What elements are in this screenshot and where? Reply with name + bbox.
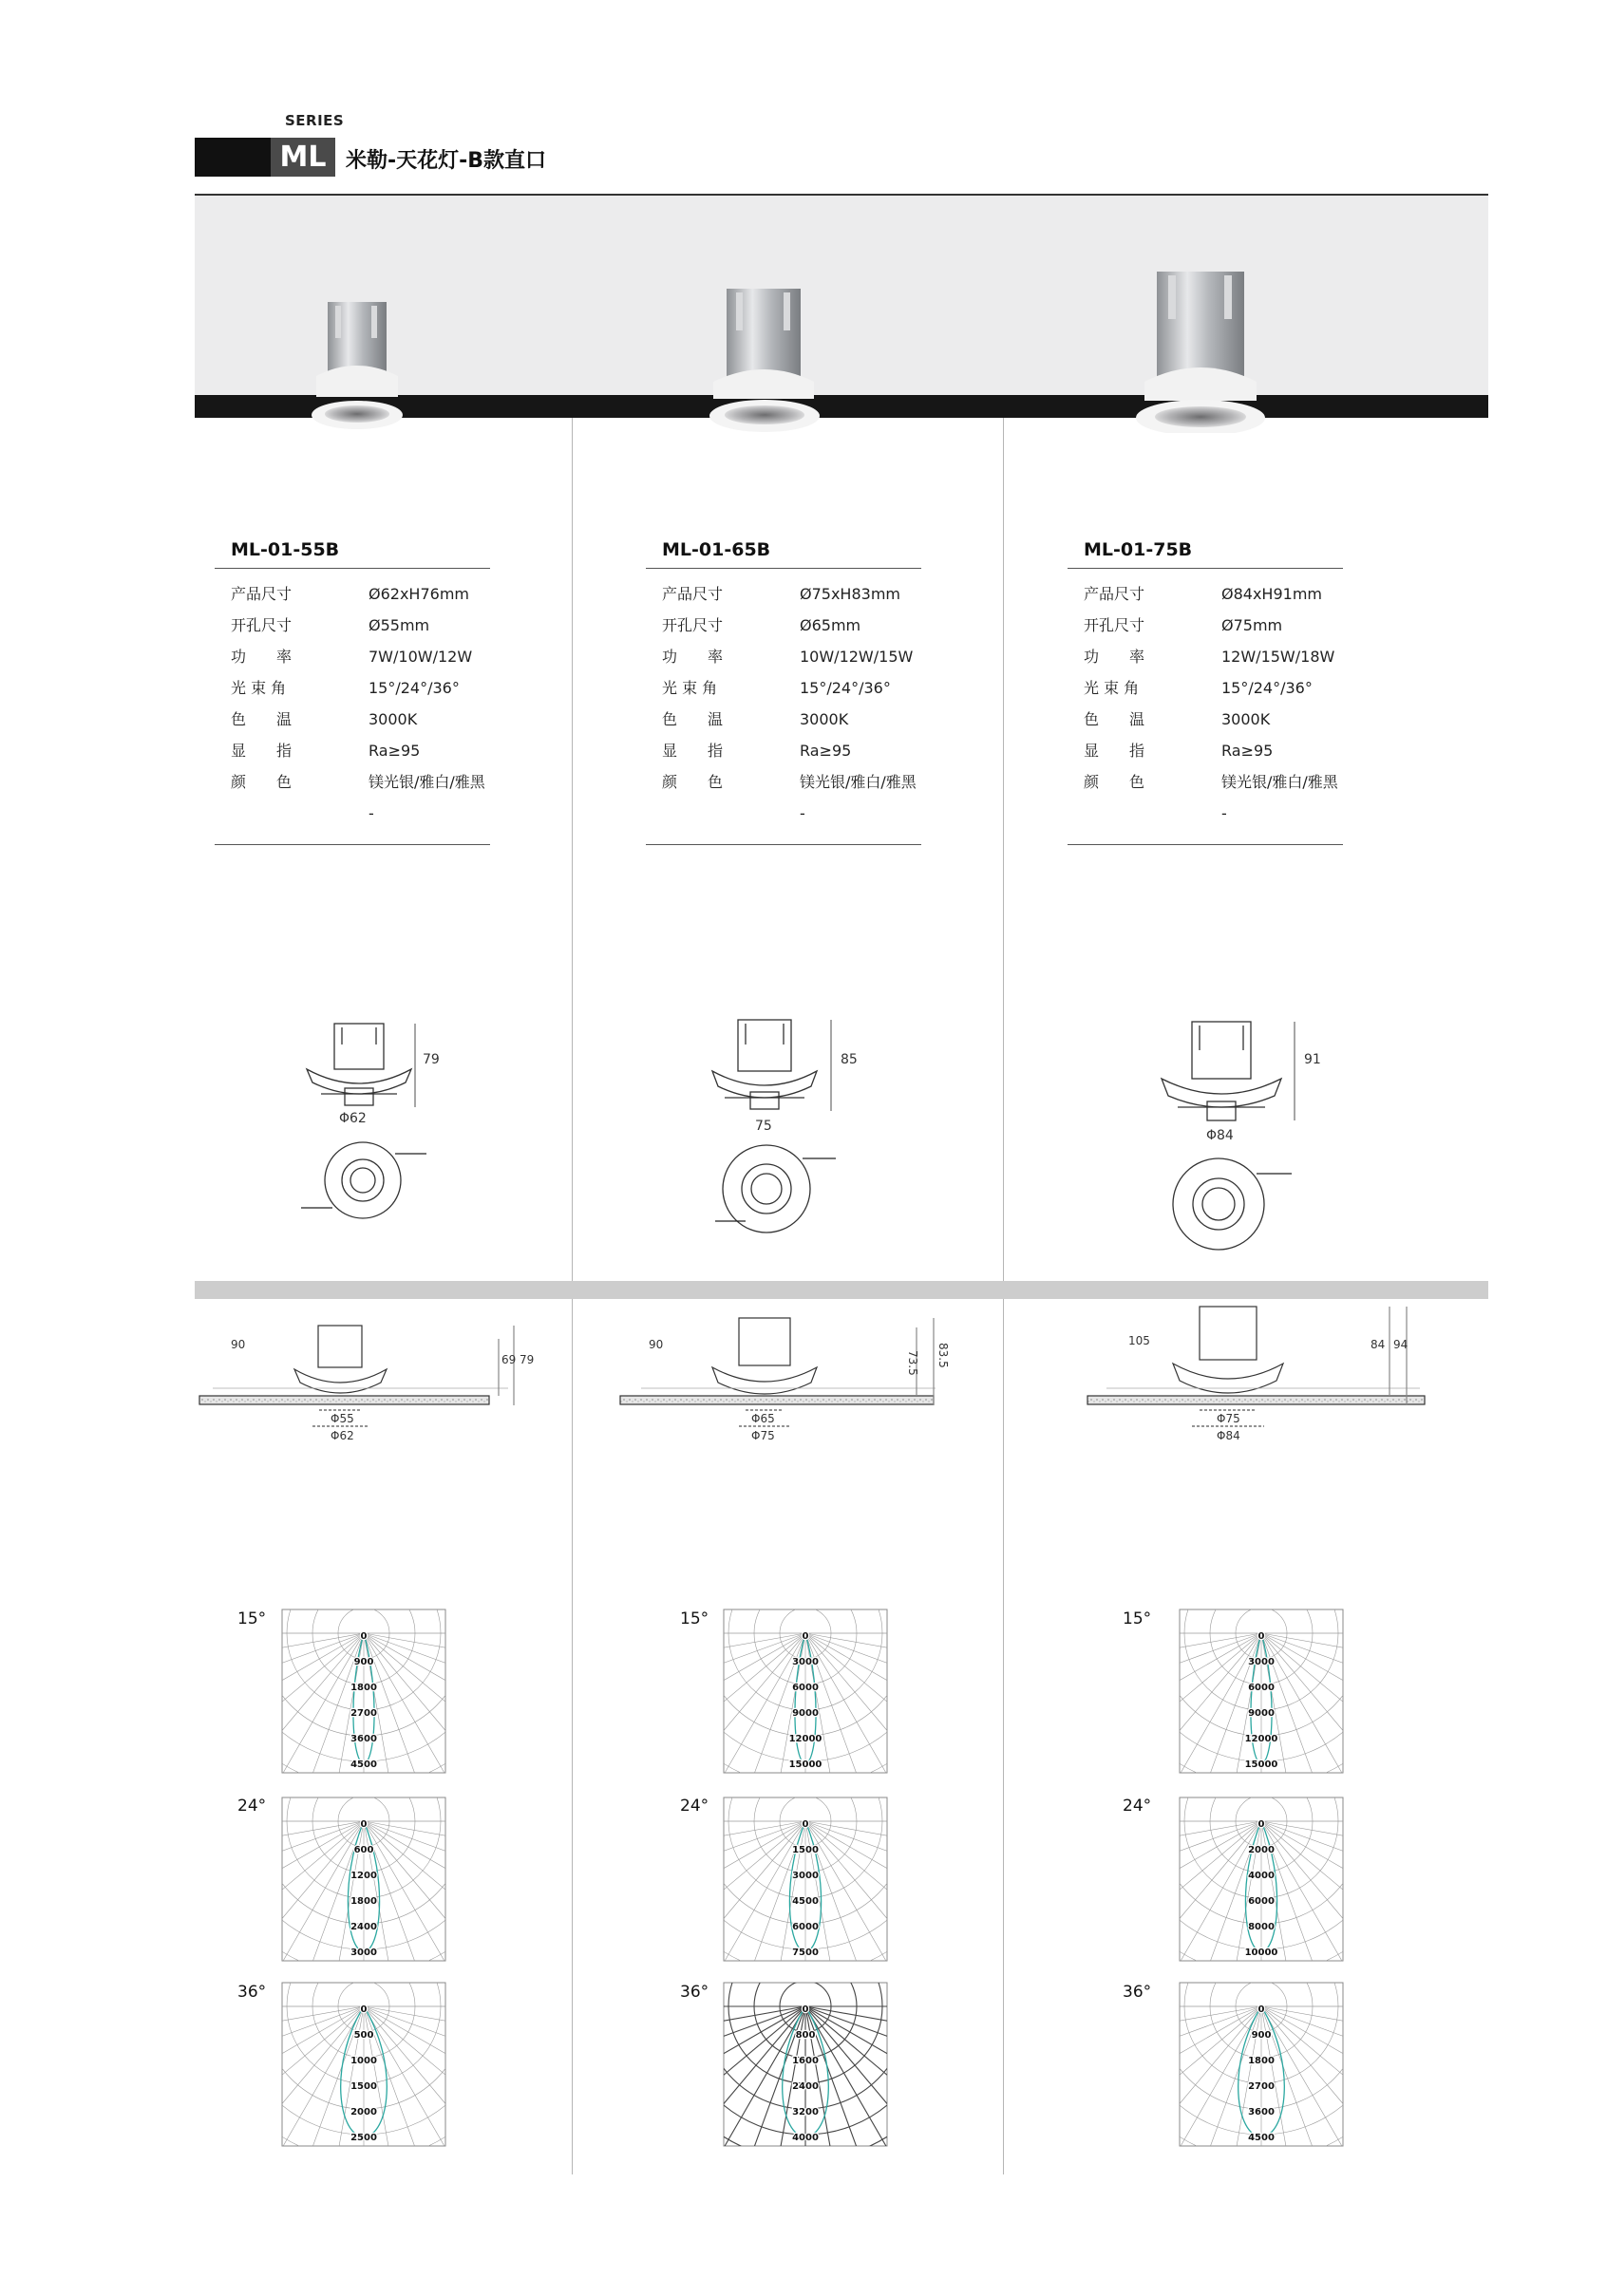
spec-value: 镁光银/雅白/雅黑 (800, 773, 917, 791)
polar-tick-label: 2000 (350, 2107, 377, 2117)
polar-tick-label: 6000 (1248, 1683, 1275, 1693)
install-cut-diameter: Φ65 (751, 1412, 775, 1425)
beam-label: 24° (1123, 1797, 1152, 1816)
polar-tick-label: 12000 (1244, 1734, 1278, 1744)
spec-value: Ø75mm (1221, 616, 1283, 634)
dim-diameter: 75 (755, 1119, 772, 1134)
beam-label: 24° (237, 1797, 267, 1816)
model-name: ML-01-55B (231, 539, 340, 560)
spec-key: 光 束 角 (1084, 679, 1140, 697)
spec-value: Ra≥95 (800, 742, 852, 760)
model-name: ML-01-75B (1084, 539, 1193, 560)
spec-value: - (800, 804, 805, 822)
polar-tick-label: 0 (802, 1631, 809, 1642)
spec-key: 功 率 (1084, 648, 1145, 666)
spec-key: 开孔尺寸 (1084, 616, 1145, 634)
spec-key: 颜 色 (662, 773, 724, 791)
install-cut-diameter: Φ55 (331, 1412, 354, 1425)
dim-diameter: Φ84 (1206, 1128, 1234, 1143)
beam-label: 36° (680, 1983, 709, 2002)
page-title: 米勒-天花灯-B款直口 (346, 149, 547, 173)
polar-tick-label: 3600 (1248, 2107, 1275, 2117)
polar-tick-label: 2000 (1248, 1845, 1275, 1855)
spec-key: 产品尺寸 (662, 585, 724, 603)
spec-key: 色 温 (1084, 710, 1145, 728)
polar-tick-label: 8000 (1248, 1922, 1275, 1932)
spec-key: 显 指 (662, 742, 724, 760)
polar-tick-label: 0 (1257, 2004, 1265, 2015)
polar-tick-label: 1200 (350, 1871, 377, 1881)
polar-tick-label: 3000 (792, 1657, 819, 1667)
install-left-height: 105 (1128, 1334, 1150, 1347)
spec-key: 色 温 (231, 710, 293, 728)
polar-tick-label: 900 (1251, 2030, 1272, 2041)
install-right-height: 94 (1393, 1338, 1408, 1351)
spec-key: 光 束 角 (662, 679, 718, 697)
spec-value: 15°/24°/36° (1221, 679, 1313, 697)
polar-tick-label: 4000 (792, 2133, 819, 2143)
polar-tick-label: 6000 (1248, 1896, 1275, 1907)
spec-value: 15°/24°/36° (800, 679, 891, 697)
polar-tick-label: 4500 (350, 1760, 377, 1770)
polar-tick-label: 0 (802, 1819, 809, 1830)
beam-label: 36° (1123, 1983, 1152, 2002)
polar-tick-label: 0 (360, 2004, 368, 2015)
polar-tick-label: 1500 (350, 2081, 377, 2092)
beam-label: 15° (1123, 1609, 1152, 1628)
polar-tick-label: 1800 (1248, 2056, 1275, 2066)
polar-tick-label: 2400 (792, 2081, 819, 2092)
install-left-height: 90 (231, 1338, 246, 1351)
header-ml-badge: ML (271, 138, 335, 177)
install-right-height: 73.5 (906, 1350, 919, 1376)
spec-value: Ø55mm (369, 616, 430, 634)
polar-tick-label: 1000 (350, 2056, 377, 2066)
polar-tick-label: 4500 (792, 1896, 819, 1907)
polar-tick-label: 9000 (792, 1708, 819, 1719)
install-outer-diameter: Φ75 (751, 1429, 775, 1442)
polar-tick-label: 4500 (1248, 2133, 1275, 2143)
series-label: SERIES (285, 112, 345, 129)
spec-key: 色 温 (662, 710, 724, 728)
install-cut-diameter: Φ75 (1217, 1412, 1240, 1425)
polar-tick-label: 2700 (1248, 2081, 1275, 2092)
polar-tick-label: 0 (802, 2004, 809, 2015)
dim-height: 85 (841, 1052, 858, 1067)
polar-tick-label: 10000 (1244, 1948, 1278, 1958)
spec-key: 开孔尺寸 (662, 616, 724, 634)
dim-height: 79 (423, 1052, 440, 1067)
polar-tick-label: 2500 (350, 2133, 377, 2143)
polar-tick-label: 2700 (350, 1708, 377, 1719)
spec-value: 3000K (800, 710, 849, 728)
spec-value: 12W/15W/18W (1221, 648, 1335, 666)
spec-value: 镁光银/雅白/雅黑 (369, 773, 485, 791)
beam-label: 15° (237, 1609, 267, 1628)
spec-value: 3000K (1221, 710, 1271, 728)
polar-tick-label: 900 (353, 1657, 374, 1667)
install-right-height: 84 (1371, 1338, 1386, 1351)
spec-key: 功 率 (231, 648, 293, 666)
spec-key: 开孔尺寸 (231, 616, 293, 634)
spec-value: Ra≥95 (369, 742, 421, 760)
beam-label: 36° (237, 1983, 267, 2002)
spec-value: Ø75xH83mm (800, 585, 900, 603)
spec-value: 7W/10W/12W (369, 648, 473, 666)
spec-value: Ø62xH76mm (369, 585, 469, 603)
polar-tick-label: 12000 (788, 1734, 822, 1744)
polar-tick-label: 4000 (1248, 1871, 1275, 1881)
beam-label: 15° (680, 1609, 709, 1628)
spec-key: 显 指 (231, 742, 293, 760)
spec-value: Ø84xH91mm (1221, 585, 1322, 603)
polar-tick-label: 1600 (792, 2056, 819, 2066)
spec-key: 光 束 角 (231, 679, 287, 697)
polar-tick-label: 3000 (350, 1948, 377, 1958)
install-outer-diameter: Φ62 (331, 1429, 354, 1442)
polar-tick-label: 15000 (788, 1760, 822, 1770)
spec-key: 颜 色 (1084, 773, 1145, 791)
polar-tick-label: 6000 (792, 1683, 819, 1693)
spec-value: 3000K (369, 710, 418, 728)
install-left-height: 90 (649, 1338, 664, 1351)
model-name: ML-01-65B (662, 539, 771, 560)
spec-key: 显 指 (1084, 742, 1145, 760)
polar-tick-label: 6000 (792, 1922, 819, 1932)
polar-tick-label: 3200 (792, 2107, 819, 2117)
spec-value: 10W/12W/15W (800, 648, 914, 666)
spec-value: - (369, 804, 374, 822)
spec-value: - (1221, 804, 1227, 822)
polar-tick-label: 3000 (792, 1871, 819, 1881)
polar-tick-label: 15000 (1244, 1760, 1278, 1770)
polar-tick-label: 0 (1257, 1819, 1265, 1830)
polar-tick-label: 600 (353, 1845, 374, 1855)
dim-height: 91 (1304, 1052, 1321, 1067)
spec-value: Ø65mm (800, 616, 861, 634)
polar-tick-label: 2400 (350, 1922, 377, 1932)
spec-key: 产品尺寸 (231, 585, 293, 603)
install-right-height: 83.5 (936, 1343, 950, 1368)
install-right-height: 79 (520, 1353, 535, 1366)
polar-tick-label: 0 (360, 1631, 368, 1642)
spec-key: 功 率 (662, 648, 724, 666)
spec-key: 产品尺寸 (1084, 585, 1145, 603)
polar-tick-label: 500 (353, 2030, 374, 2041)
install-right-height: 69 (501, 1353, 517, 1366)
polar-tick-label: 0 (1257, 1631, 1265, 1642)
spec-value: Ra≥95 (1221, 742, 1274, 760)
polar-tick-label: 7500 (792, 1948, 819, 1958)
polar-tick-label: 1800 (350, 1896, 377, 1907)
spec-value: 镁光银/雅白/雅黑 (1221, 773, 1338, 791)
polar-tick-label: 1800 (350, 1683, 377, 1693)
beam-label: 24° (680, 1797, 709, 1816)
polar-tick-label: 1500 (792, 1845, 819, 1855)
install-outer-diameter: Φ84 (1217, 1429, 1240, 1442)
polar-tick-label: 9000 (1248, 1708, 1275, 1719)
polar-tick-label: 3600 (350, 1734, 377, 1744)
polar-tick-label: 800 (795, 2030, 816, 2041)
dim-diameter: Φ62 (339, 1111, 367, 1126)
spec-value: 15°/24°/36° (369, 679, 460, 697)
spec-key: 颜 色 (231, 773, 293, 791)
polar-tick-label: 0 (360, 1819, 368, 1830)
polar-tick-label: 3000 (1248, 1657, 1275, 1667)
